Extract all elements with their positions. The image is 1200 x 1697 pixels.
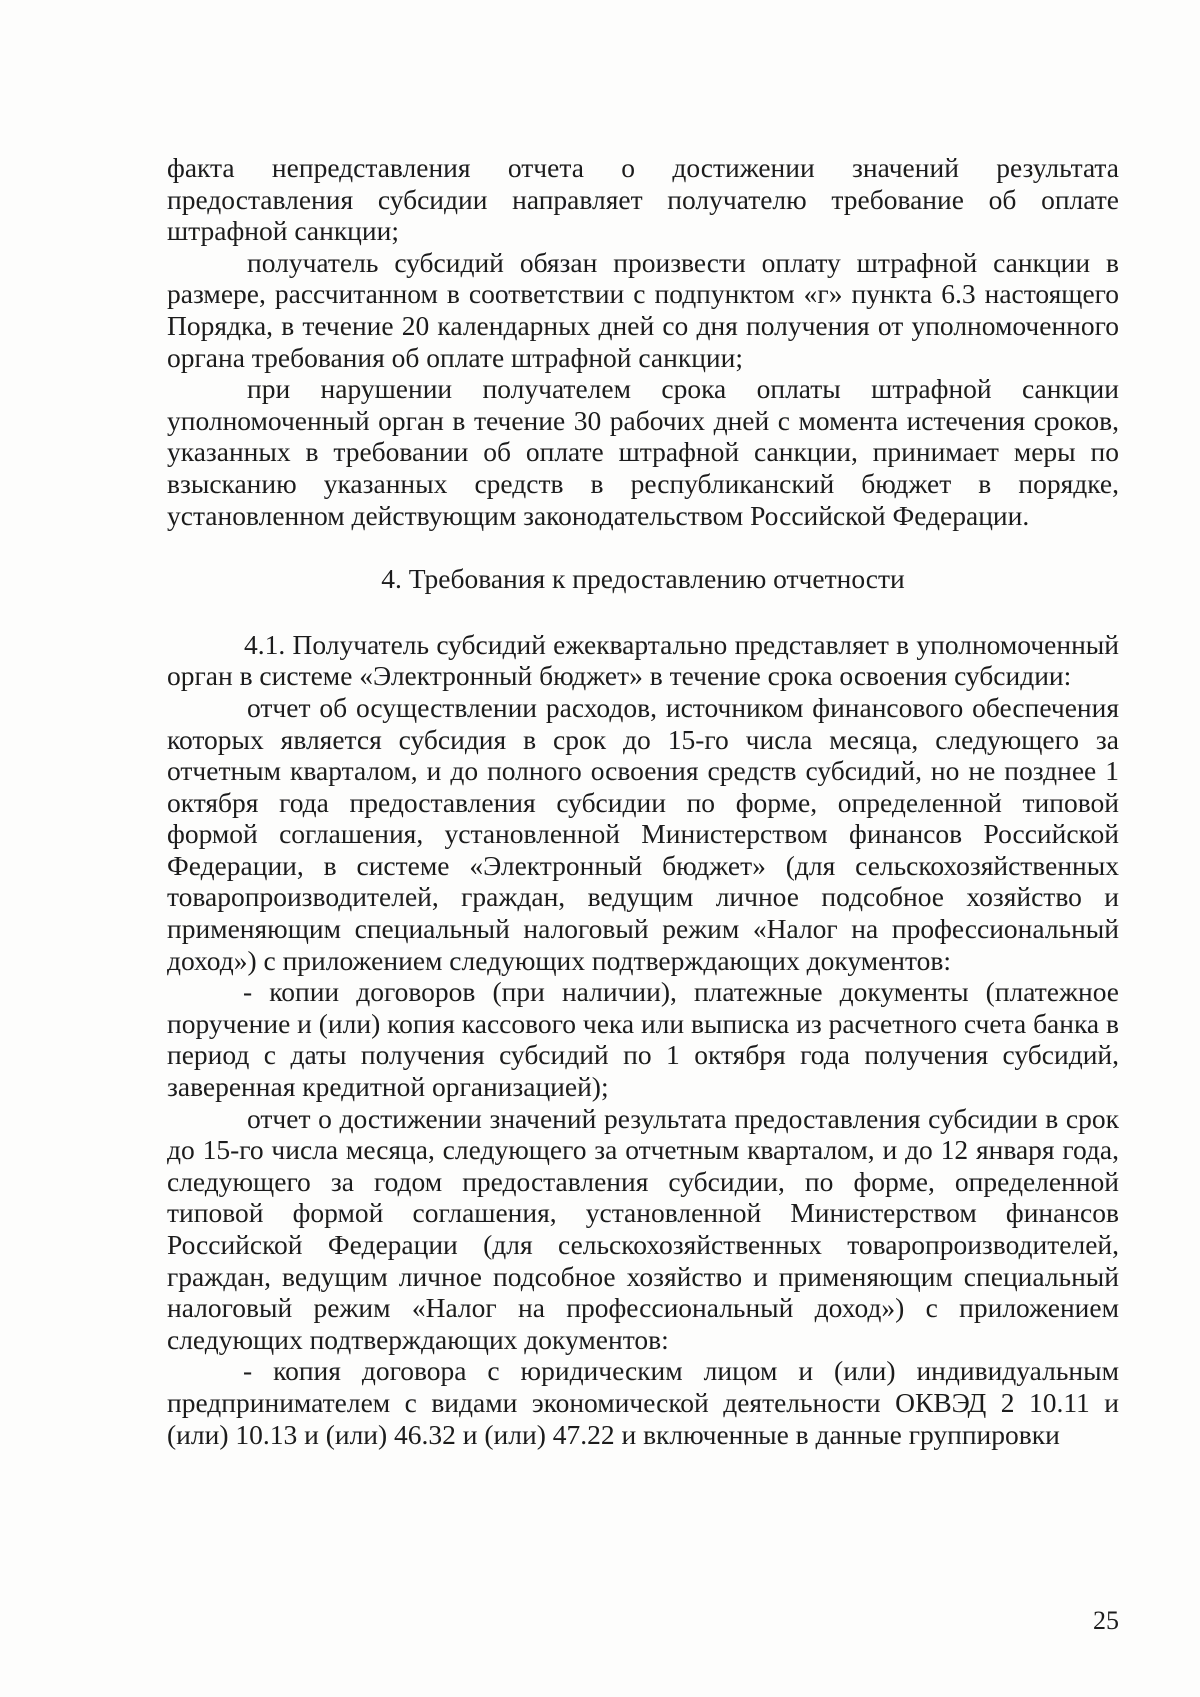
list-item-expense-documents: - копии договоров (при наличии), платежные документы (платежное поручение и (или) копия кассового чека или выписка из расчетного счета банка в период с даты получения субсидий по 1 октября года получения субсидий, заверенная кредитной организацией); xyxy=(167,976,1119,1103)
paragraph-expense-report: отчет об осуществлении расходов, источником финансового обеспечения которых является субсидия в срок до 15-го числа месяца, следующего за отчетным кварталом, и до полного освоения средств субсидий, но не позднее 1 октября года предоставления субсидии по форме, определенной типовой формой соглашения, установленной Министерством финансов Российской Федерации, в системе «Электронный бюджет» (для сельскохозяйственных товаропроизводителей, граждан, ведущим личное подсобное хозяйство и применяющим специальный налоговый режим «Налог на профессиональный доход») с приложением следующих подтверждающих документов: xyxy=(167,691,1119,976)
paragraph-penalty-recovery: при нарушении получателем срока оплаты штрафной санкции уполномоченный орган в течение 30 рабочих дней с момента истечения сроков, указанных в требовании об оплате штрафной санкции, принимает меры по взысканию указанных средств в республиканский бюджет в порядке, установленном действующим законодательством Российской Федерации. xyxy=(167,373,1119,531)
paragraph-4-1: 4.1. Получатель субсидий ежеквартально представляет в уполномоченный орган в системе «Электронный бюджет» в течение срока освоения субсидии: xyxy=(167,628,1119,692)
paragraph-penalty-demand: факта непредставления отчета о достижении значений результата предоставления субсидии направляет получателю требование об оплате штрафной санкции; xyxy=(167,152,1119,247)
list-item-contract-copy: - копия договора с юридическим лицом и (или) индивидуальным предпринимателем с видами экономической деятельности ОКВЭД 2 10.11 и (или) 10.13 и (или) 46.32 и (или) 47.22 и включенные в данные группировки xyxy=(167,1355,1119,1450)
page-number: 25 xyxy=(1093,1606,1119,1635)
paragraph-result-report: отчет о достижении значений результата предоставления субсидии в срок до 15-го числа месяца, следующего за отчетным кварталом, и до 12 января года, следующего за годом предоставления субсидии, по форме, определенной типовой формой соглашения, установленной Министерством финансов Российской Федерации (для сельскохозяйственных товаропроизводителей, граждан, ведущим личное подсобное хозяйство и применяющим специальный налоговый режим «Налог на профессиональный доход») с приложением следующих подтверждающих документов: xyxy=(167,1102,1119,1355)
document-body xyxy=(167,152,1119,1450)
section-heading: 4. Требования к предоставлению отчетности xyxy=(381,563,905,595)
paragraph-penalty-payment: получатель субсидий обязан произвести оплату штрафной санкции в размере, рассчитанном в соответствии с подпунктом «г» пункта 6.3 настоящего Порядка, в течение 20 календарных дней со дня получения от уполномоченного органа требования об оплате штрафной санкции; xyxy=(167,246,1119,373)
